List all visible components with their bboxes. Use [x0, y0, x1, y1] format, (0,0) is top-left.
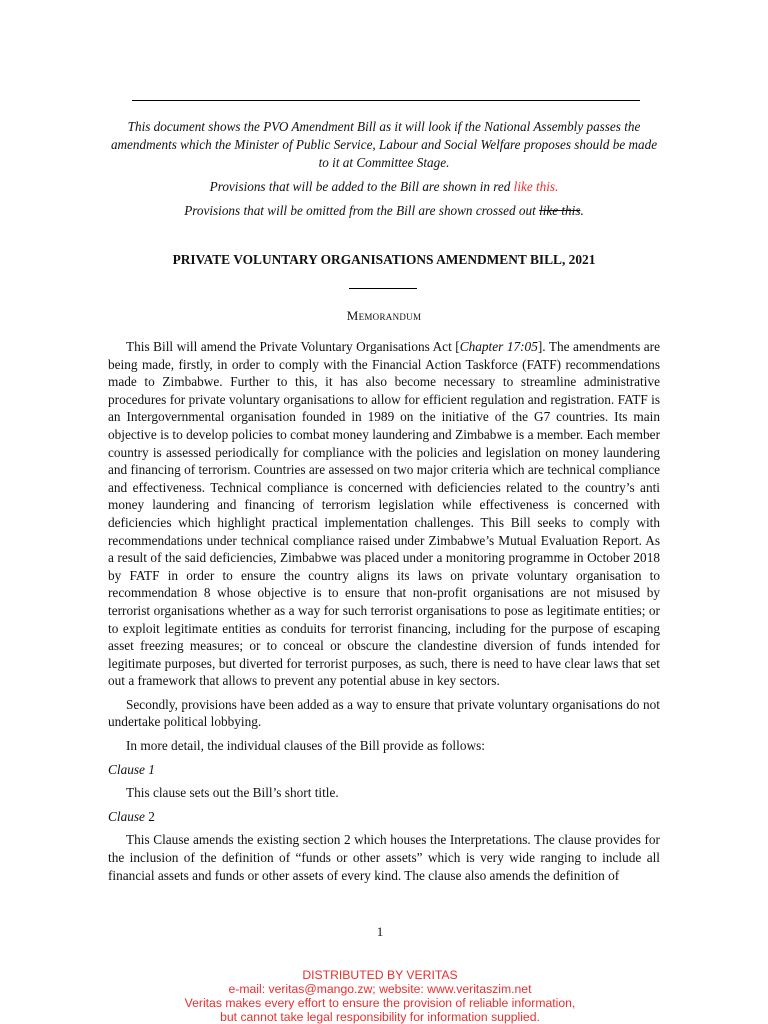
footer-disclaimer-line-1: Veritas makes every effort to ensure the provision of reliable information, — [184, 996, 576, 1010]
omitted-legend-text: Provisions that will be omitted from the Bill are shown crossed out — [184, 203, 540, 218]
paragraph-1 — [108, 338, 660, 690]
footer-disclaimer-line-2: but cannot take legal responsibility for information supplied. — [220, 1010, 540, 1024]
clause-2-text: This Clause amends the existing section 2 which houses the Interpretations. The clause provides for the inclusion of the definition of “funds or other assets” which is very wide ranging to include all financial assets and funds or other assets of every kind. The clause also amends the definition of — [108, 832, 660, 883]
omitted-legend-suffix: . — [580, 203, 584, 218]
paragraph-2: Secondly, provisions have been added as a way to ensure that private voluntary organisations do not undertake political lobbying. — [108, 696, 660, 730]
page-number: 1 — [376, 924, 384, 939]
top-rule — [132, 100, 640, 101]
intro-notice-text: This document shows the PVO Amendment Bill as it will look if the National Assembly passes the amendments which the Minister of Public Service, Labour and Social Welfare proposes should be made to it at Committee Stage. — [110, 119, 658, 170]
paragraph-1-rest: ]. The amendments are being made, firstly, in order to comply with the Financial Action Taskforce (FATF) recommendations made to Zimbabwe. Further to this, it has also become necessary to streamline administrative procedures for private voluntary organisations to allow for efficient regulation and registration. FATF is an Intergovernmental organisation founded in 1989 on the initiative of the G7 countries. Its main objective is to develop policies to combat money laundering and Zimbabwe is a member. Each member country is assessed periodically for compliance with the policies and legislation on money laundering and financing of terrorism. Countries are assessed on two major criteria which are technical compliance and effectiveness. Technical compliance is concerned with deficiencies related to the country’s anti money laundering and financing of terrorism legislation while effectiveness is concerned with deficiencies which highlight practical implementation challenges. This Bill seeks to comply with recommendations under technical compliance raised under Zimbabwe’s Mutual Evaluation Report. As a result of the said deficiencies, Zimbabwe was placed under a monitoring programme in October 2018 by FATF in order to ensure the country aligns its laws on private voluntary organisation to recommendation 8 whose objective is to ensure that non-profit organisations are not misused by terrorist organisations whether as a way for such terrorist organisations to pose as legitimate entities; or to exploit legitimate entities as conduits for terrorist financing, including for the purpose of escaping asset freezing measures; or to conceal or obscure the clandestine diversion of funds intended for legitimate purposes, but diverted for terrorist purposes, as such, there is need to have clear laws that set out a framework that allows to prevent any potential abuse in key sectors. — [108, 339, 660, 689]
clause-2-number: 2 — [148, 808, 155, 824]
omitted-legend — [108, 202, 660, 220]
paragraph-3: In more detail, the individual clauses of the Bill provide as follows: — [126, 738, 485, 754]
added-legend-text: Provisions that will be added to the Bill are shown in red — [209, 179, 514, 194]
clause-2-label: Clause — [108, 808, 145, 824]
bill-title: PRIVATE VOLUNTARY ORGANISATIONS AMENDMENT BILL, 2021 — [172, 252, 596, 267]
memorandum-body — [108, 338, 660, 890]
veritas-footer — [0, 968, 760, 1024]
footer-contact-line: e-mail: veritas@mango.zw; website: www.veritaszim.net — [228, 982, 532, 996]
omitted-example: like this — [539, 203, 581, 218]
clause-1-heading: Clause 1 — [108, 761, 155, 777]
added-legend — [108, 178, 660, 196]
title-rule — [349, 288, 417, 289]
intro-notice — [108, 118, 660, 226]
clause-2-heading — [108, 808, 660, 826]
added-example: like this. — [513, 179, 559, 194]
memorandum-heading: Memorandum — [346, 308, 422, 323]
footer-line-1: DISTRIBUTED BY VERITAS — [302, 968, 458, 982]
clause-1-text: This clause sets out the Bill’s short title. — [126, 785, 339, 801]
chapter-reference: Chapter 17:05 — [459, 339, 538, 354]
paragraph-1-start: This Bill will amend the Private Voluntary Organisations Act [ — [126, 339, 460, 354]
